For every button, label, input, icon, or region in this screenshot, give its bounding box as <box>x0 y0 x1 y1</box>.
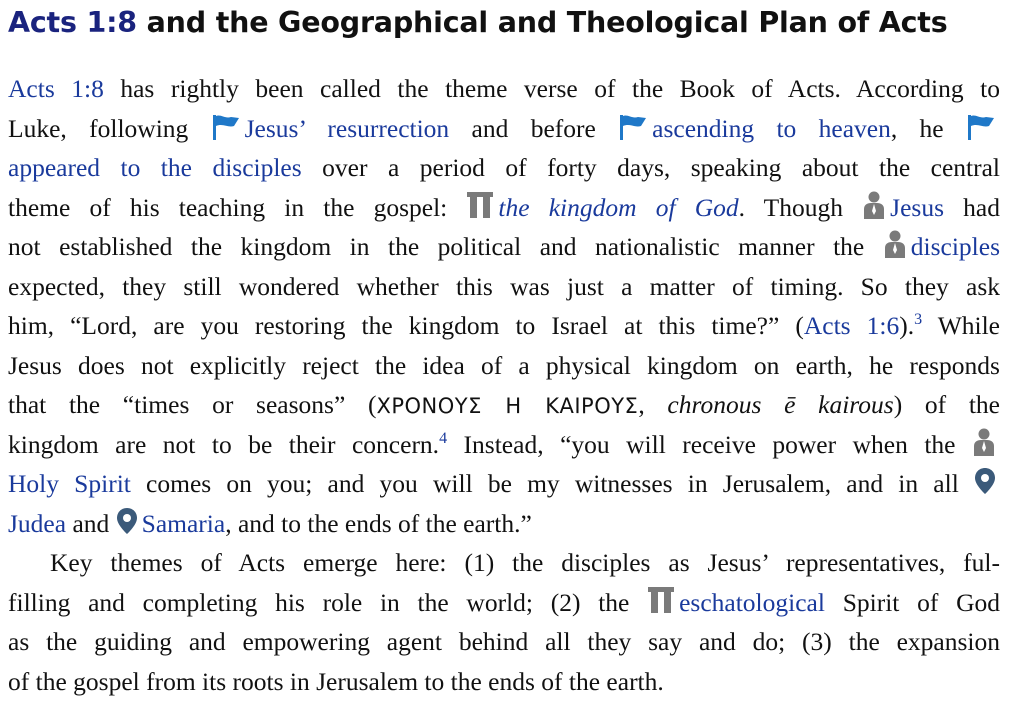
text-run: and <box>66 508 116 538</box>
text-run: , and to the ends of the earth.” <box>225 508 532 538</box>
text-line <box>8 543 1000 583</box>
text-run: Jesus does not explicitly reject the idea of a physical kingdom on earth, he responds <box>8 350 1000 380</box>
text-line <box>8 425 1000 465</box>
text-line <box>8 148 1000 188</box>
monument-icon <box>466 191 494 219</box>
text-run: While <box>922 311 1000 340</box>
text-line <box>8 583 1000 623</box>
text-line <box>8 464 1000 504</box>
transliteration: chronous ē kairous <box>667 390 894 419</box>
greek-text: ΧΡΟΝΟΥΣ Η ΚΑΙΡΟΥΣ <box>376 394 639 418</box>
event-link-ascending-to-heaven[interactable]: ascending to heaven <box>652 113 891 143</box>
text-run: Instead, “you will receive power when the <box>447 429 972 459</box>
text-line <box>8 504 1000 544</box>
place-link-samaria[interactable]: Samaria <box>141 508 226 538</box>
text-run: that the “times or seasons” ( <box>8 390 377 419</box>
person-link-holy-spirit[interactable]: Holy Spirit <box>8 469 131 498</box>
monument-icon <box>647 586 675 614</box>
text-run: ) of the <box>893 390 1000 419</box>
text-run: and before <box>449 113 619 143</box>
heading-scripture-link[interactable]: Acts 1:8 <box>8 6 137 39</box>
text-run: kingdom are not to be their concern. <box>8 429 440 459</box>
scripture-link-acts-1-8[interactable]: Acts 1:8 <box>8 74 104 103</box>
person-link-disciples[interactable]: disciples <box>910 232 1000 261</box>
text-line <box>8 346 1000 386</box>
text-run: not established the kingdom in the political and nationalistic manner the <box>8 232 883 261</box>
text-line <box>8 69 1000 109</box>
text-run: as the guiding and empowering agent behind all they say and do; (3) the expansion <box>8 627 1000 656</box>
article <box>8 0 1000 701</box>
flag-icon <box>211 114 241 140</box>
person-icon <box>972 428 996 456</box>
concept-link-kingdom-of-god[interactable]: the kingdom of God <box>498 192 739 222</box>
text-line <box>8 306 1000 346</box>
footnote-3[interactable]: 3 <box>914 311 923 328</box>
event-link-jesus-resurrection[interactable]: Jesus’ resurrection <box>244 113 450 143</box>
text-line <box>8 188 1000 228</box>
text-line <box>8 662 1000 702</box>
flag-icon <box>618 114 648 140</box>
flag-icon <box>966 114 996 140</box>
text-run: . Though <box>738 192 863 222</box>
event-link-appeared-to-disciples[interactable]: appeared to the disciples <box>8 153 302 182</box>
paragraph-1 <box>8 69 1000 543</box>
text-run: comes on you; and you will be my witnesses in Jerusalem, and in all <box>130 469 974 498</box>
paragraph-2 <box>8 543 1000 701</box>
footnote-4[interactable]: 4 <box>439 429 448 447</box>
text-run: ). <box>899 311 915 340</box>
text-line <box>8 622 1000 662</box>
person-icon <box>883 230 907 258</box>
text-run: him, “Lord, are you restoring the kingdom to Israel at this time?” ( <box>8 311 804 340</box>
page-title <box>8 0 1000 45</box>
text-run: has rightly been called the theme verse of the Book of Acts. According to <box>103 74 1000 103</box>
text-run: theme of his teaching in the gospel: <box>8 192 467 222</box>
text-line <box>8 385 1000 425</box>
map-pin-icon <box>116 507 138 535</box>
text-run: over a period of forty days, speaking about the central <box>301 153 1000 182</box>
text-run: Spirit of God <box>824 587 1000 617</box>
text-run: had <box>944 192 1000 222</box>
text-run: , <box>638 390 668 419</box>
text-run: filling and completing his role in the world; (2) the <box>8 587 648 617</box>
text-run: , he <box>890 113 966 143</box>
place-link-judea[interactable]: Judea <box>8 508 67 538</box>
text-line <box>8 227 1000 267</box>
text-line <box>8 267 1000 307</box>
text-run: expected, they still wondered whether this was just a matter of timing. So they ask <box>8 271 1000 301</box>
heading-text: and the Geographical and Theological Plan of Acts <box>136 6 948 39</box>
map-pin-icon <box>974 467 996 495</box>
person-icon <box>862 191 886 219</box>
scripture-link-acts-1-6[interactable]: Acts 1:6 <box>803 311 900 340</box>
text-run: of the gospel from its roots in Jerusalem to the ends of the earth. <box>8 666 664 696</box>
text-run: Luke, following <box>8 113 211 143</box>
text-line <box>8 109 1000 149</box>
person-link-jesus[interactable]: Jesus <box>890 192 945 222</box>
concept-link-eschatological[interactable]: eschatological <box>679 587 825 617</box>
text-run: Key themes of Acts emerge here: (1) the disciples as Jesus’ representatives, ful- <box>50 548 1000 577</box>
